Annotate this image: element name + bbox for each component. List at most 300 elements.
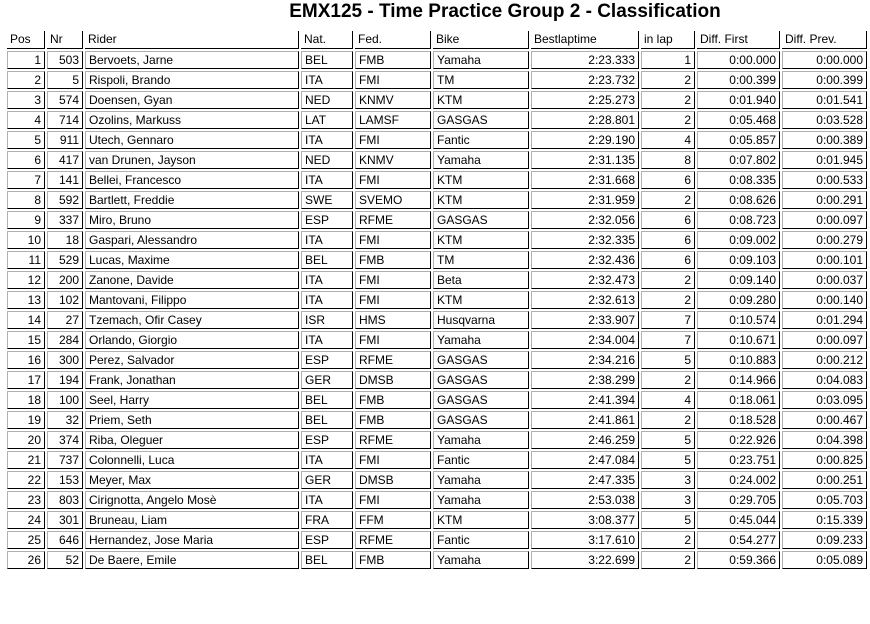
pos-cell: 2 bbox=[7, 71, 45, 89]
in-lap-cell: 5 bbox=[641, 511, 695, 529]
table-row bbox=[7, 211, 867, 229]
rider-cell: Mantovani, Filippo bbox=[85, 291, 299, 309]
in-lap-cell: 6 bbox=[641, 211, 695, 229]
diff-prev-cell: 0:00.291 bbox=[782, 191, 867, 209]
diff-first-cell: 0:05.468 bbox=[697, 111, 780, 129]
diff-first-cell: 0:05.857 bbox=[697, 131, 780, 149]
table-row bbox=[7, 471, 867, 489]
diff-prev-cell: 0:05.089 bbox=[782, 551, 867, 569]
table-row bbox=[7, 291, 867, 309]
rider-cell: Bellei, Francesco bbox=[85, 171, 299, 189]
bike-cell: KTM bbox=[433, 511, 529, 529]
table-row bbox=[7, 231, 867, 249]
fed-cell: HMS bbox=[355, 311, 431, 329]
pos-cell: 20 bbox=[7, 431, 45, 449]
table-row bbox=[7, 51, 867, 69]
nat-cell: ITA bbox=[301, 291, 353, 309]
bike-cell: KTM bbox=[433, 291, 529, 309]
nat-cell: LAT bbox=[301, 111, 353, 129]
diff-prev-cell: 0:00.825 bbox=[782, 451, 867, 469]
nat-cell: ITA bbox=[301, 231, 353, 249]
bike-cell: GASGAS bbox=[433, 351, 529, 369]
fed-cell: RFME bbox=[355, 211, 431, 229]
header-row bbox=[7, 31, 867, 49]
diff-prev-cell: 0:05.703 bbox=[782, 491, 867, 509]
column-header-bike: Bike bbox=[433, 31, 529, 49]
nr-cell: 911 bbox=[47, 131, 83, 149]
rider-cell: Perez, Salvador bbox=[85, 351, 299, 369]
fed-cell: FMI bbox=[355, 131, 431, 149]
diff-first-cell: 0:29.705 bbox=[697, 491, 780, 509]
in-lap-cell: 2 bbox=[641, 291, 695, 309]
diff-prev-cell: 0:03.095 bbox=[782, 391, 867, 409]
column-header-rider: Rider bbox=[85, 31, 299, 49]
bike-cell: Yamaha bbox=[433, 471, 529, 489]
table-row bbox=[7, 431, 867, 449]
classification-rows bbox=[7, 51, 867, 569]
rider-cell: Priem, Seth bbox=[85, 411, 299, 429]
in-lap-cell: 5 bbox=[641, 351, 695, 369]
nat-cell: ITA bbox=[301, 331, 353, 349]
bestlaptime-cell: 2:47.084 bbox=[531, 451, 639, 469]
table-row bbox=[7, 131, 867, 149]
nr-cell: 803 bbox=[47, 491, 83, 509]
rider-cell: Gaspari, Alessandro bbox=[85, 231, 299, 249]
bestlaptime-cell: 2:32.335 bbox=[531, 231, 639, 249]
rider-cell: Frank, Jonathan bbox=[85, 371, 299, 389]
column-header-in-lap: in lap bbox=[641, 31, 695, 49]
page-title: EMX125 - Time Practice Group 2 - Classification bbox=[289, 1, 721, 22]
rider-cell: Miro, Bruno bbox=[85, 211, 299, 229]
bestlaptime-cell: 2:23.333 bbox=[531, 51, 639, 69]
diff-first-cell: 0:00.000 bbox=[697, 51, 780, 69]
diff-prev-cell: 0:01.945 bbox=[782, 151, 867, 169]
bestlaptime-cell: 2:47.335 bbox=[531, 471, 639, 489]
nr-cell: 714 bbox=[47, 111, 83, 129]
table-row bbox=[7, 171, 867, 189]
table-row bbox=[7, 111, 867, 129]
bestlaptime-cell: 2:32.056 bbox=[531, 211, 639, 229]
nat-cell: ITA bbox=[301, 451, 353, 469]
bestlaptime-cell: 2:31.668 bbox=[531, 171, 639, 189]
bestlaptime-cell: 2:32.436 bbox=[531, 251, 639, 269]
in-lap-cell: 7 bbox=[641, 311, 695, 329]
fed-cell: FMB bbox=[355, 251, 431, 269]
bestlaptime-cell: 2:53.038 bbox=[531, 491, 639, 509]
diff-first-cell: 0:10.883 bbox=[697, 351, 780, 369]
bike-cell: Yamaha bbox=[433, 491, 529, 509]
pos-cell: 1 bbox=[7, 51, 45, 69]
bike-cell: Yamaha bbox=[433, 551, 529, 569]
nat-cell: SWE bbox=[301, 191, 353, 209]
pos-cell: 23 bbox=[7, 491, 45, 509]
nr-cell: 592 bbox=[47, 191, 83, 209]
bike-cell: KTM bbox=[433, 191, 529, 209]
diff-first-cell: 0:59.366 bbox=[697, 551, 780, 569]
table-row bbox=[7, 151, 867, 169]
in-lap-cell: 2 bbox=[641, 111, 695, 129]
nr-cell: 52 bbox=[47, 551, 83, 569]
pos-cell: 7 bbox=[7, 171, 45, 189]
diff-prev-cell: 0:00.467 bbox=[782, 411, 867, 429]
diff-first-cell: 0:18.061 bbox=[697, 391, 780, 409]
in-lap-cell: 4 bbox=[641, 131, 695, 149]
nat-cell: NED bbox=[301, 151, 353, 169]
bike-cell: GASGAS bbox=[433, 371, 529, 389]
fed-cell: KNMV bbox=[355, 151, 431, 169]
nat-cell: GER bbox=[301, 471, 353, 489]
in-lap-cell: 2 bbox=[641, 71, 695, 89]
bestlaptime-cell: 2:38.299 bbox=[531, 371, 639, 389]
table-row bbox=[7, 451, 867, 469]
nat-cell: ESP bbox=[301, 531, 353, 549]
bestlaptime-cell: 2:28.801 bbox=[531, 111, 639, 129]
nr-cell: 737 bbox=[47, 451, 83, 469]
nat-cell: ITA bbox=[301, 131, 353, 149]
bike-cell: TM bbox=[433, 71, 529, 89]
bike-cell: KTM bbox=[433, 91, 529, 109]
table-row bbox=[7, 71, 867, 89]
bike-cell: TM bbox=[433, 251, 529, 269]
bike-cell: Fantic bbox=[433, 451, 529, 469]
nr-cell: 417 bbox=[47, 151, 83, 169]
diff-first-cell: 0:14.966 bbox=[697, 371, 780, 389]
nr-cell: 141 bbox=[47, 171, 83, 189]
pos-cell: 4 bbox=[7, 111, 45, 129]
nr-cell: 18 bbox=[47, 231, 83, 249]
in-lap-cell: 3 bbox=[641, 471, 695, 489]
fed-cell: FMI bbox=[355, 171, 431, 189]
nat-cell: BEL bbox=[301, 551, 353, 569]
column-header-nat: Nat. bbox=[301, 31, 353, 49]
in-lap-cell: 6 bbox=[641, 251, 695, 269]
diff-prev-cell: 0:00.037 bbox=[782, 271, 867, 289]
column-header-diff-prev: Diff. Prev. bbox=[782, 31, 867, 49]
diff-prev-cell: 0:00.399 bbox=[782, 71, 867, 89]
diff-prev-cell: 0:01.541 bbox=[782, 91, 867, 109]
diff-first-cell: 0:09.280 bbox=[697, 291, 780, 309]
in-lap-cell: 2 bbox=[641, 271, 695, 289]
bike-cell: Fantic bbox=[433, 531, 529, 549]
pos-cell: 16 bbox=[7, 351, 45, 369]
nat-cell: ITA bbox=[301, 491, 353, 509]
pos-cell: 8 bbox=[7, 191, 45, 209]
nat-cell: ITA bbox=[301, 71, 353, 89]
table-row bbox=[7, 271, 867, 289]
pos-cell: 15 bbox=[7, 331, 45, 349]
in-lap-cell: 6 bbox=[641, 171, 695, 189]
table-row bbox=[7, 371, 867, 389]
rider-cell: Cirignotta, Angelo Mosè bbox=[85, 491, 299, 509]
diff-first-cell: 0:24.002 bbox=[697, 471, 780, 489]
rider-cell: Colonnelli, Luca bbox=[85, 451, 299, 469]
bike-cell: GASGAS bbox=[433, 211, 529, 229]
bestlaptime-cell: 2:34.004 bbox=[531, 331, 639, 349]
in-lap-cell: 6 bbox=[641, 231, 695, 249]
diff-first-cell: 0:08.723 bbox=[697, 211, 780, 229]
bestlaptime-cell: 2:33.907 bbox=[531, 311, 639, 329]
nr-cell: 284 bbox=[47, 331, 83, 349]
fed-cell: RFME bbox=[355, 531, 431, 549]
bike-cell: GASGAS bbox=[433, 411, 529, 429]
nat-cell: BEL bbox=[301, 411, 353, 429]
rider-cell: Zanone, Davide bbox=[85, 271, 299, 289]
bestlaptime-cell: 2:32.613 bbox=[531, 291, 639, 309]
diff-first-cell: 0:01.940 bbox=[697, 91, 780, 109]
nr-cell: 574 bbox=[47, 91, 83, 109]
nat-cell: BEL bbox=[301, 251, 353, 269]
pos-cell: 13 bbox=[7, 291, 45, 309]
nr-cell: 503 bbox=[47, 51, 83, 69]
diff-first-cell: 0:10.671 bbox=[697, 331, 780, 349]
diff-first-cell: 0:22.926 bbox=[697, 431, 780, 449]
pos-cell: 9 bbox=[7, 211, 45, 229]
nr-cell: 100 bbox=[47, 391, 83, 409]
bike-cell: Yamaha bbox=[433, 331, 529, 349]
bestlaptime-cell: 2:32.473 bbox=[531, 271, 639, 289]
bestlaptime-cell: 2:25.273 bbox=[531, 91, 639, 109]
bike-cell: Yamaha bbox=[433, 151, 529, 169]
nr-cell: 300 bbox=[47, 351, 83, 369]
in-lap-cell: 3 bbox=[641, 491, 695, 509]
fed-cell: FMI bbox=[355, 451, 431, 469]
pos-cell: 26 bbox=[7, 551, 45, 569]
in-lap-cell: 2 bbox=[641, 91, 695, 109]
column-header-diff-first: Diff. First bbox=[697, 31, 780, 49]
nat-cell: ISR bbox=[301, 311, 353, 329]
table-row bbox=[7, 191, 867, 209]
fed-cell: RFME bbox=[355, 351, 431, 369]
rider-cell: De Baere, Emile bbox=[85, 551, 299, 569]
nat-cell: FRA bbox=[301, 511, 353, 529]
table-row bbox=[7, 411, 867, 429]
diff-first-cell: 0:09.103 bbox=[697, 251, 780, 269]
diff-first-cell: 0:23.751 bbox=[697, 451, 780, 469]
fed-cell: FMI bbox=[355, 291, 431, 309]
fed-cell: FMI bbox=[355, 331, 431, 349]
fed-cell: DMSB bbox=[355, 471, 431, 489]
bestlaptime-cell: 2:46.259 bbox=[531, 431, 639, 449]
diff-prev-cell: 0:00.097 bbox=[782, 331, 867, 349]
classification-table bbox=[5, 29, 869, 571]
pos-cell: 6 bbox=[7, 151, 45, 169]
bike-cell: Husqvarna bbox=[433, 311, 529, 329]
diff-prev-cell: 0:01.294 bbox=[782, 311, 867, 329]
nat-cell: ESP bbox=[301, 431, 353, 449]
bike-cell: GASGAS bbox=[433, 391, 529, 409]
bestlaptime-cell: 3:17.610 bbox=[531, 531, 639, 549]
pos-cell: 17 bbox=[7, 371, 45, 389]
fed-cell: FMB bbox=[355, 391, 431, 409]
pos-cell: 10 bbox=[7, 231, 45, 249]
rider-cell: Bervoets, Jarne bbox=[85, 51, 299, 69]
diff-first-cell: 0:10.574 bbox=[697, 311, 780, 329]
pos-cell: 21 bbox=[7, 451, 45, 469]
nat-cell: ESP bbox=[301, 351, 353, 369]
table-row bbox=[7, 251, 867, 269]
pos-cell: 5 bbox=[7, 131, 45, 149]
nat-cell: ESP bbox=[301, 211, 353, 229]
bestlaptime-cell: 2:23.732 bbox=[531, 71, 639, 89]
bestlaptime-cell: 2:31.959 bbox=[531, 191, 639, 209]
nr-cell: 153 bbox=[47, 471, 83, 489]
table-row bbox=[7, 531, 867, 549]
nat-cell: ITA bbox=[301, 271, 353, 289]
bestlaptime-cell: 2:41.861 bbox=[531, 411, 639, 429]
pos-cell: 14 bbox=[7, 311, 45, 329]
diff-prev-cell: 0:04.398 bbox=[782, 431, 867, 449]
rider-cell: Doensen, Gyan bbox=[85, 91, 299, 109]
diff-prev-cell: 0:00.101 bbox=[782, 251, 867, 269]
diff-first-cell: 0:08.335 bbox=[697, 171, 780, 189]
diff-prev-cell: 0:00.251 bbox=[782, 471, 867, 489]
rider-cell: Orlando, Giorgio bbox=[85, 331, 299, 349]
rider-cell: Seel, Harry bbox=[85, 391, 299, 409]
fed-cell: RFME bbox=[355, 431, 431, 449]
bike-cell: Yamaha bbox=[433, 51, 529, 69]
in-lap-cell: 8 bbox=[641, 151, 695, 169]
rider-cell: Bruneau, Liam bbox=[85, 511, 299, 529]
bike-cell: KTM bbox=[433, 231, 529, 249]
table-row bbox=[7, 91, 867, 109]
diff-prev-cell: 0:04.083 bbox=[782, 371, 867, 389]
in-lap-cell: 2 bbox=[641, 371, 695, 389]
nr-cell: 301 bbox=[47, 511, 83, 529]
nr-cell: 5 bbox=[47, 71, 83, 89]
diff-first-cell: 0:18.528 bbox=[697, 411, 780, 429]
nat-cell: BEL bbox=[301, 391, 353, 409]
in-lap-cell: 2 bbox=[641, 411, 695, 429]
diff-prev-cell: 0:00.389 bbox=[782, 131, 867, 149]
bike-cell: KTM bbox=[433, 171, 529, 189]
bestlaptime-cell: 3:22.699 bbox=[531, 551, 639, 569]
bike-cell: GASGAS bbox=[433, 111, 529, 129]
diff-first-cell: 0:08.626 bbox=[697, 191, 780, 209]
column-header-nr: Nr bbox=[47, 31, 83, 49]
in-lap-cell: 5 bbox=[641, 431, 695, 449]
fed-cell: FMI bbox=[355, 71, 431, 89]
rider-cell: Hernandez, Jose Maria bbox=[85, 531, 299, 549]
fed-cell: DMSB bbox=[355, 371, 431, 389]
in-lap-cell: 2 bbox=[641, 531, 695, 549]
table-row bbox=[7, 331, 867, 349]
in-lap-cell: 5 bbox=[641, 451, 695, 469]
rider-cell: Ozolins, Markuss bbox=[85, 111, 299, 129]
bestlaptime-cell: 2:29.190 bbox=[531, 131, 639, 149]
diff-prev-cell: 0:00.533 bbox=[782, 171, 867, 189]
pos-cell: 19 bbox=[7, 411, 45, 429]
pos-cell: 11 bbox=[7, 251, 45, 269]
bestlaptime-cell: 2:31.135 bbox=[531, 151, 639, 169]
diff-prev-cell: 0:00.097 bbox=[782, 211, 867, 229]
nr-cell: 32 bbox=[47, 411, 83, 429]
diff-prev-cell: 0:09.233 bbox=[782, 531, 867, 549]
rider-cell: Tzemach, Ofir Casey bbox=[85, 311, 299, 329]
bike-cell: Fantic bbox=[433, 131, 529, 149]
diff-first-cell: 0:45.044 bbox=[697, 511, 780, 529]
diff-prev-cell: 0:00.279 bbox=[782, 231, 867, 249]
nat-cell: BEL bbox=[301, 51, 353, 69]
diff-prev-cell: 0:03.528 bbox=[782, 111, 867, 129]
fed-cell: FMB bbox=[355, 411, 431, 429]
pos-cell: 25 bbox=[7, 531, 45, 549]
nr-cell: 200 bbox=[47, 271, 83, 289]
rider-cell: Rispoli, Brando bbox=[85, 71, 299, 89]
table-row bbox=[7, 391, 867, 409]
column-header-fed: Fed. bbox=[355, 31, 431, 49]
pos-cell: 22 bbox=[7, 471, 45, 489]
bike-cell: Beta bbox=[433, 271, 529, 289]
nr-cell: 337 bbox=[47, 211, 83, 229]
nat-cell: GER bbox=[301, 371, 353, 389]
bestlaptime-cell: 3:08.377 bbox=[531, 511, 639, 529]
in-lap-cell: 4 bbox=[641, 391, 695, 409]
diff-first-cell: 0:09.002 bbox=[697, 231, 780, 249]
nr-cell: 646 bbox=[47, 531, 83, 549]
diff-first-cell: 0:54.277 bbox=[697, 531, 780, 549]
rider-cell: Bartlett, Freddie bbox=[85, 191, 299, 209]
pos-cell: 3 bbox=[7, 91, 45, 109]
column-header-pos: Pos bbox=[7, 31, 45, 49]
table-row bbox=[7, 351, 867, 369]
fed-cell: FMI bbox=[355, 271, 431, 289]
diff-prev-cell: 0:15.339 bbox=[782, 511, 867, 529]
pos-cell: 24 bbox=[7, 511, 45, 529]
fed-cell: FMI bbox=[355, 491, 431, 509]
diff-first-cell: 0:07.802 bbox=[697, 151, 780, 169]
table-row bbox=[7, 311, 867, 329]
fed-cell: FMB bbox=[355, 551, 431, 569]
in-lap-cell: 7 bbox=[641, 331, 695, 349]
rider-cell: Lucas, Maxime bbox=[85, 251, 299, 269]
pos-cell: 12 bbox=[7, 271, 45, 289]
fed-cell: KNMV bbox=[355, 91, 431, 109]
nr-cell: 27 bbox=[47, 311, 83, 329]
fed-cell: LAMSF bbox=[355, 111, 431, 129]
fed-cell: FFM bbox=[355, 511, 431, 529]
diff-first-cell: 0:09.140 bbox=[697, 271, 780, 289]
in-lap-cell: 2 bbox=[641, 551, 695, 569]
bestlaptime-cell: 2:34.216 bbox=[531, 351, 639, 369]
table-row bbox=[7, 511, 867, 529]
rider-cell: van Drunen, Jayson bbox=[85, 151, 299, 169]
fed-cell: FMB bbox=[355, 51, 431, 69]
rider-cell: Meyer, Max bbox=[85, 471, 299, 489]
diff-first-cell: 0:00.399 bbox=[697, 71, 780, 89]
nr-cell: 194 bbox=[47, 371, 83, 389]
nr-cell: 374 bbox=[47, 431, 83, 449]
diff-prev-cell: 0:00.000 bbox=[782, 51, 867, 69]
fed-cell: FMI bbox=[355, 231, 431, 249]
nr-cell: 102 bbox=[47, 291, 83, 309]
rider-cell: Riba, Oleguer bbox=[85, 431, 299, 449]
diff-prev-cell: 0:00.212 bbox=[782, 351, 867, 369]
diff-prev-cell: 0:00.140 bbox=[782, 291, 867, 309]
rider-cell: Utech, Gennaro bbox=[85, 131, 299, 149]
bestlaptime-cell: 2:41.394 bbox=[531, 391, 639, 409]
nr-cell: 529 bbox=[47, 251, 83, 269]
in-lap-cell: 1 bbox=[641, 51, 695, 69]
pos-cell: 18 bbox=[7, 391, 45, 409]
nat-cell: NED bbox=[301, 91, 353, 109]
fed-cell: SVEMO bbox=[355, 191, 431, 209]
bike-cell: Yamaha bbox=[433, 431, 529, 449]
table-row bbox=[7, 551, 867, 569]
column-header-bestlaptime: Bestlaptime bbox=[531, 31, 639, 49]
table-row bbox=[7, 491, 867, 509]
nat-cell: ITA bbox=[301, 171, 353, 189]
in-lap-cell: 2 bbox=[641, 191, 695, 209]
